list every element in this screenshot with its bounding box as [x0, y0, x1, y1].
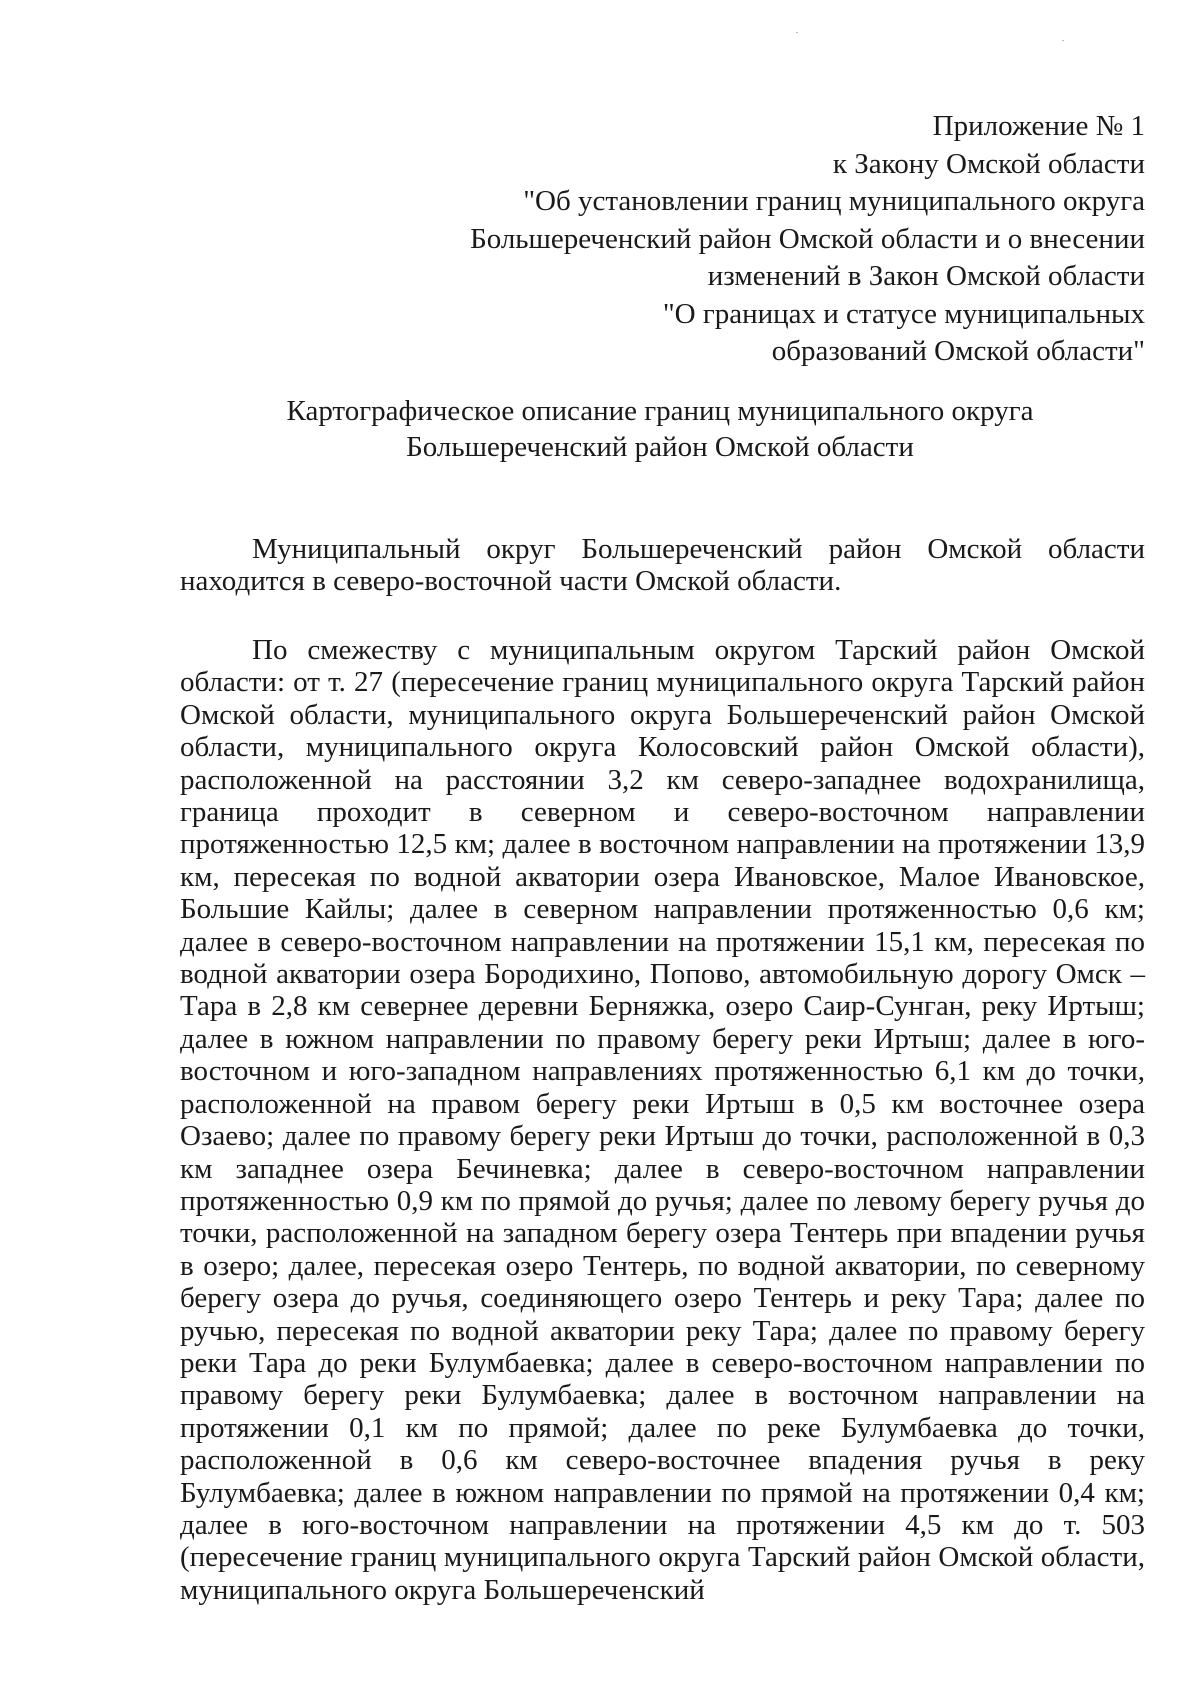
document-title [180, 393, 1140, 465]
appendix-line: изменений в Закон Омской области [707, 260, 1145, 292]
appendix-line: "Об установлении границ муниципального округа [523, 185, 1145, 217]
body-paragraph-boundary: По смежеству с муниципальным округом Тарский район Омской области: от т. 27 (пересечение границ муниципального округа Тарский район Омской области, муниципального округа Большереченский район Омской области, муниципального округа Колосовский район Омской области), расположенной на расстоянии 3,2 км северо-западнее водохранилища, граница проходит в северном и северо-восточном направлении протяженностью 12,5 км; далее в восточном направлении на протяжении 13,9 км, пересекая по водной акватории озера Ивановское, Малое Ивановское, Большие Кайлы; далее в северном направлении протяженностью 0,6 км; далее в северо-восточном направлении на протяжении 15,1 км, пересекая по водной акватории озера Бородихино, Попово, автомобильную дорогу Омск – Тара в 2,8 км севернее деревни Берняжка, озеро Саир-Сунган, реку Иртыш; далее в южном направлении по правому берегу реки Иртыш; далее в юго-восточном и юго-западном направлениях протяженностью 6,1 км до точки, расположенной на правом берегу реки Иртыш в 0,5 км восточнее озера Озаево; далее по правому берегу реки Иртыш до точки, расположенной в 0,3 км западнее озера Бечиневка; далее в северо-восточном направлении протяженностью 0,9 км по прямой до ручья; далее по левому берегу ручья до точки, расположенной на западном берегу озера Тентерь при впадении ручья в озеро; далее, пересекая озеро Тентерь, по водной акватории, по северному берегу озера до ручья, соединяющего озеро Тентерь и реку Тара; далее по ручью, пересекая по водной акватории реку Тара; далее по правому берегу реки Тара до реки Булумбаевка; далее в северо-восточном направлении по правому берегу реки Булумбаевка; далее в восточном направлении на протяжении 0,1 км по прямой; далее по реке Булумбаевка до точки, расположенной в 0,6 км северо-восточнее впадения ручья в реку Булумбаевка; далее в южном направлении по прямой на протяжении 0,4 км; далее в юго-восточном направлении на протяжении 4,5 км до т. 503 (пересечение границ муниципального округа Тарский район Омской области, муниципального округа Большереченский [180, 634, 1145, 1606]
title-line: Картографическое описание границ муниципального округа [286, 395, 1034, 427]
appendix-line: Большереченский район Омской области и о внесении [470, 222, 1145, 255]
appendix-line: к Закону Омской области [832, 147, 1145, 180]
scan-artifact [796, 32, 798, 33]
scan-artifact [1062, 40, 1064, 41]
appendix-header [440, 108, 1145, 371]
appendix-line: "О границах и статусе муниципальных [662, 297, 1145, 330]
appendix-line: Приложение № 1 [932, 110, 1145, 142]
body-paragraph-intro: Муниципальный округ Большереченский район Омской области находится в северо-восточной части Омской области. [180, 533, 1145, 598]
title-line: Большереченский район Омской области [406, 431, 914, 463]
appendix-line: образований Омской области" [771, 335, 1145, 367]
